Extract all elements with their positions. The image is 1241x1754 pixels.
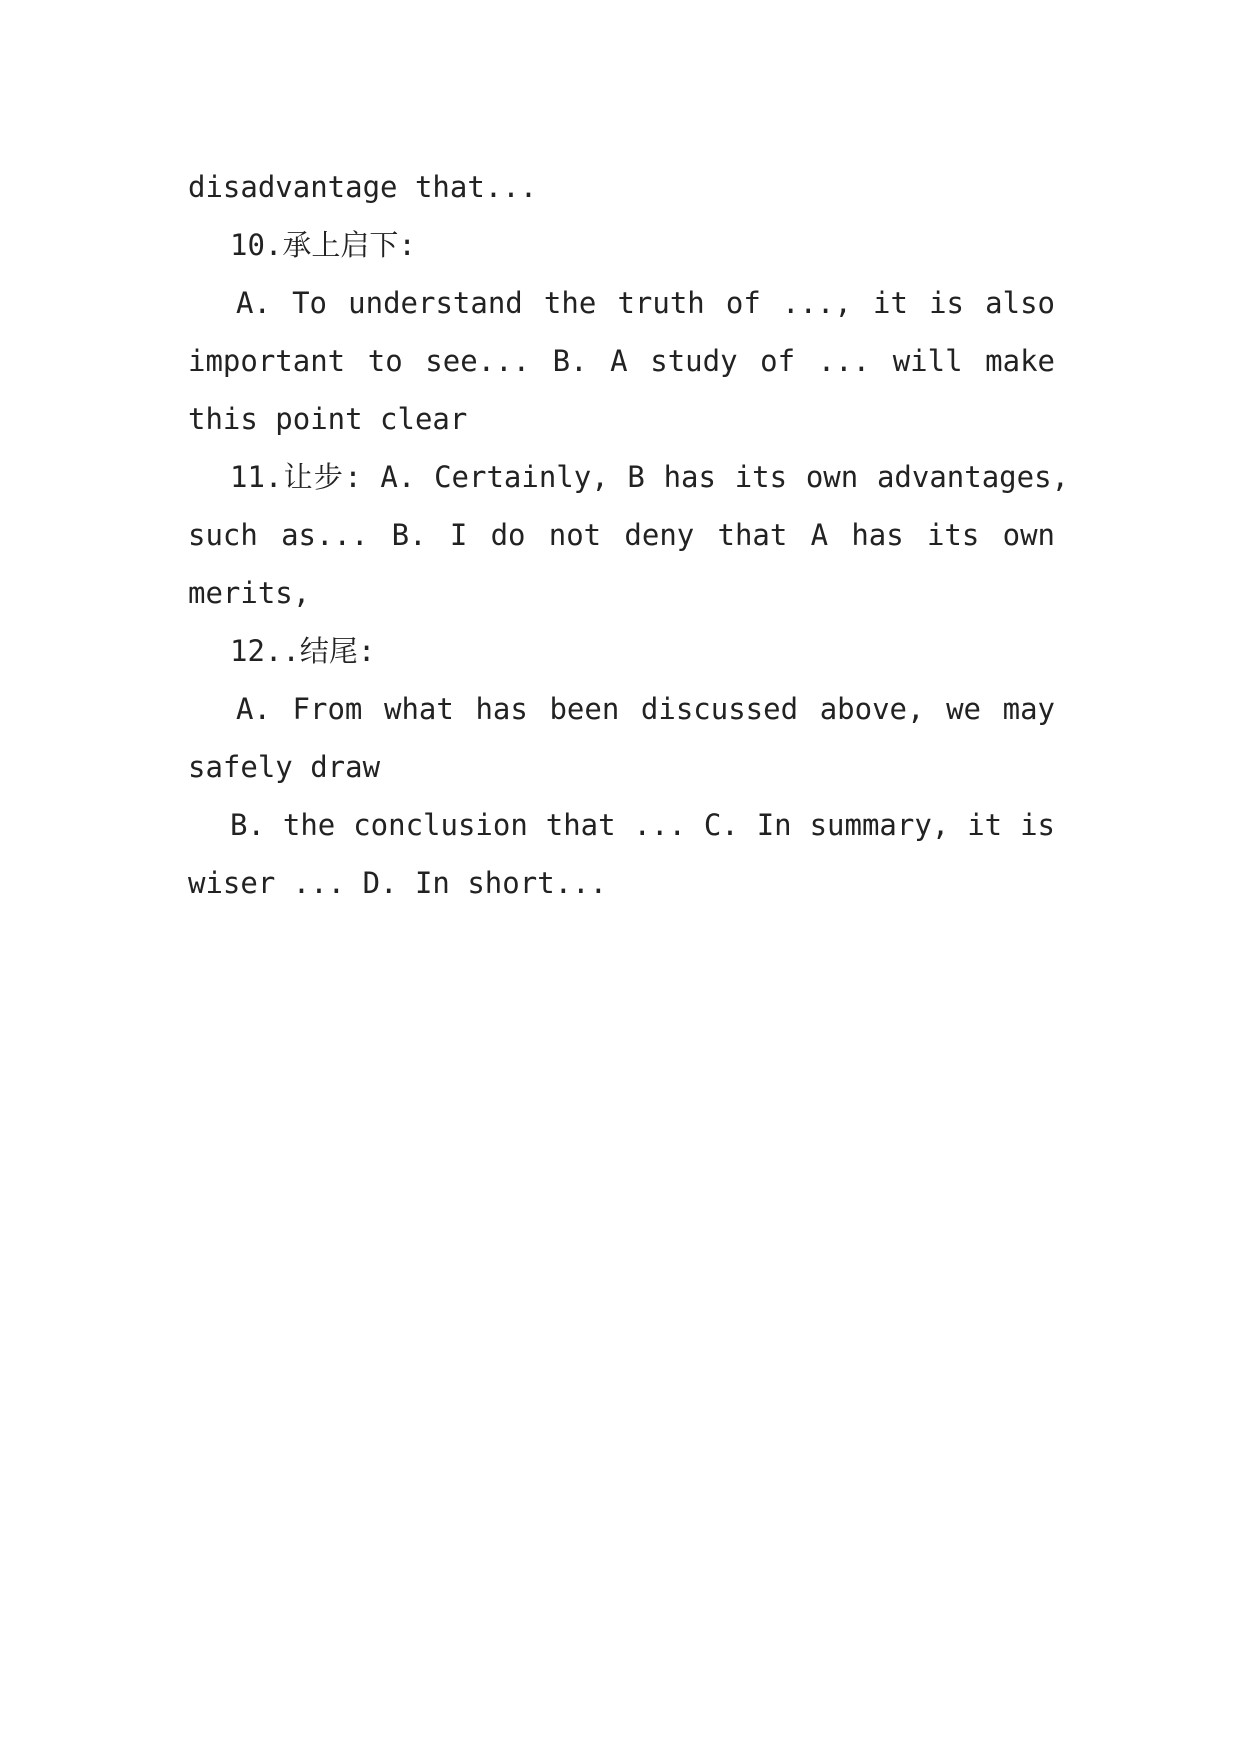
text-line: A. From what has been discussed above, we may bbox=[236, 692, 1055, 726]
text-line: B. the conclusion that ... C. In summary, it is bbox=[230, 808, 1055, 842]
text-line: 11.让步: A. Certainly, B has its own advantages, bbox=[230, 460, 1069, 494]
text-line: merits, bbox=[188, 576, 311, 610]
text-line: disadvantage that... bbox=[188, 170, 538, 204]
section-heading-11 bbox=[188, 448, 1069, 622]
section-heading-12 bbox=[188, 622, 1055, 680]
paragraph-transition bbox=[188, 274, 1055, 448]
text-line: wiser ... D. In short... bbox=[188, 866, 608, 900]
text-line: this point clear bbox=[188, 402, 468, 436]
text-line: important to see... B. A study of ... will make bbox=[188, 344, 1055, 378]
text-line: A. To understand the truth of ..., it is also bbox=[236, 286, 1055, 320]
text-line: safely draw bbox=[188, 750, 381, 784]
heading-text: 12..结尾: bbox=[230, 634, 376, 668]
heading-text: 10.承上启下: bbox=[230, 228, 416, 262]
paragraph-continuation bbox=[188, 158, 1055, 216]
document-body bbox=[188, 158, 1069, 912]
text-line: such as... B. I do not deny that A has its own bbox=[188, 518, 1055, 552]
section-heading-10 bbox=[188, 216, 1055, 274]
paragraph-conclusion bbox=[188, 680, 1055, 912]
